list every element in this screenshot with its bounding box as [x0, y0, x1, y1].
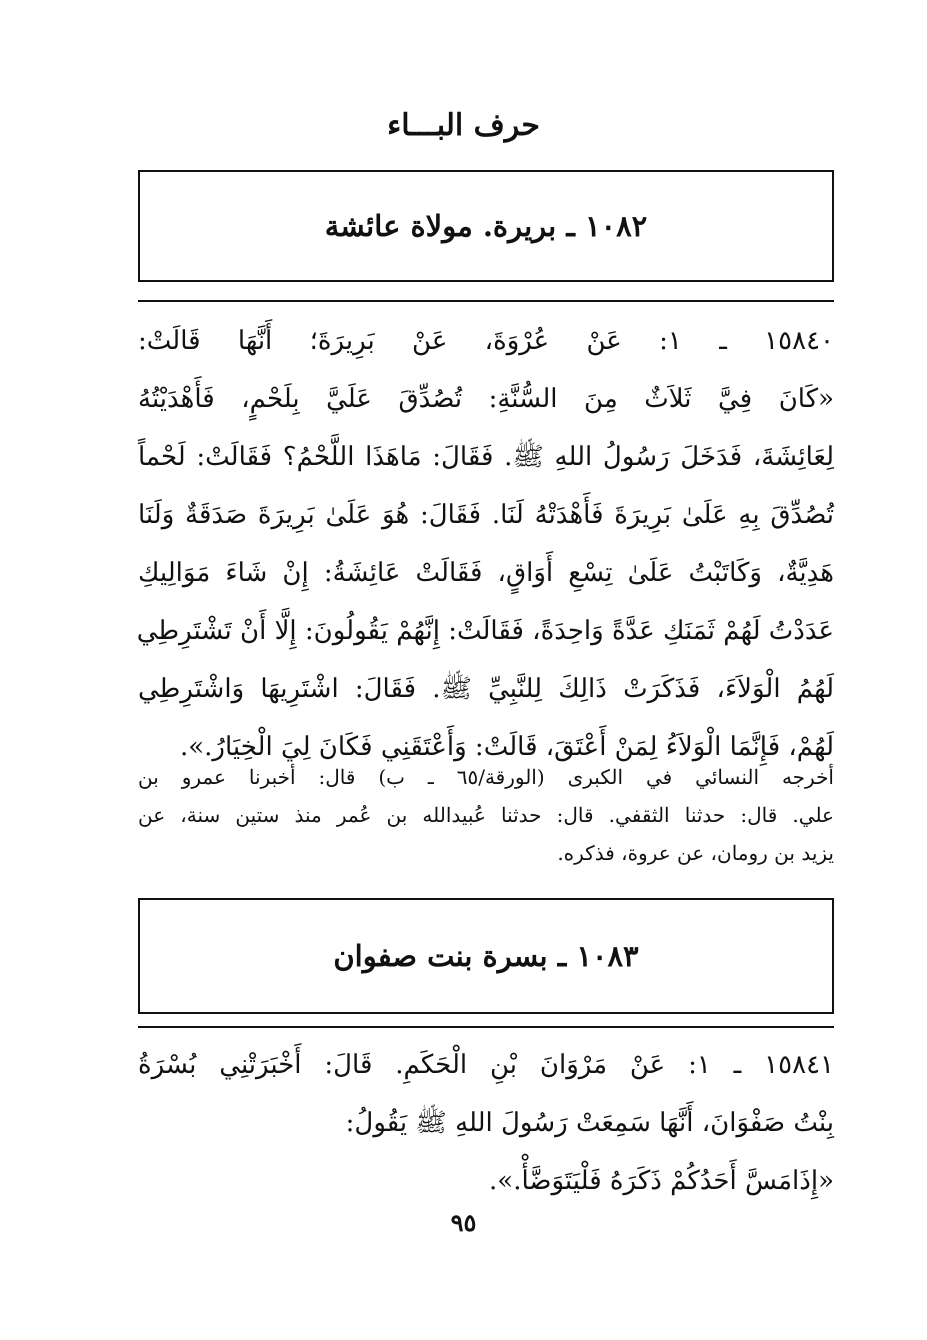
source-line: علي. قال: حدثنا الثقفي. قال: حدثنا عُبيدالله بن عُمر منذ ستين سنة، عن [138, 803, 834, 827]
hadith-line: لِعَائِشَةَ، فَدَخَلَ رَسُولُ اللهِ ﷺ. فَقَالَ: مَاهَذَا اللَّحْمُ؟ فَقَالَتْ: لَحْماً [138, 442, 834, 472]
entry-title-box [138, 898, 834, 1014]
source-line: أخرجه النسائي في الكبرى (الورقة/٦٥ ـ ب) قال: أخبرنا عمرو بن [138, 765, 834, 789]
hadith-line: «إِذَامَسَّ أَحَدُكُمْ ذَكَرَهُ فَلْيَتَوَضَّأْ.». [489, 1166, 834, 1196]
hadith-text [138, 312, 834, 776]
hadith-line: هَدِيَّةٌ، وَكَاتَبْتُ عَلَىٰ تِسْعِ أَوَاقٍ، فَقَالَتْ عَائِشَةُ: إِنْ شَاءَ مَوَالِيكِ [138, 558, 834, 588]
entry-title: ١٠٨٣ ـ بسرة بنت صفوان [333, 939, 639, 973]
divider-line [138, 1026, 834, 1028]
hadith-line: لَهُمُ الْوَلاَءَ، فَذَكَرَتْ ذَالِكَ لِلنَّبِيِّ ﷺ. فَقَالَ: اشْتَرِيهَا وَاشْتَرِطِي [138, 674, 834, 704]
chapter-heading: حرف البـــاء [387, 108, 540, 143]
hadith-line: عَدَدْتُ لَهُمْ ثَمَنَكِ عَدَّةً وَاحِدَةً، فَقَالَتْ: إِنَّهُمْ يَقُولُونَ: إِلَّا أَنْ تَشْتَرِطِي [136, 616, 834, 646]
hadith-line: ١٥٨٤٠ ـ ١: عَنْ عُرْوَةَ، عَنْ بَرِيرَةَ؛ أَنَّهَا قَالَتْ: [138, 326, 834, 356]
page-number: ٩٥ [450, 1208, 477, 1237]
hadith-line: لَهُمْ، فَإِنَّمَا الْوَلاَءُ لِمَنْ أَعْتَقَ، قَالَتْ: وَأَعْتَقَنِي فَكَانَ لِيَ الْخِيَارُ.». [179, 732, 834, 762]
hadith-line: بِنْتُ صَفْوَانَ، أَنَّهَا سَمِعَتْ رَسُولَ اللهِ ﷺ يَقُولُ: [345, 1108, 834, 1138]
hadith-text [138, 1036, 834, 1210]
hadith-line: ١٥٨٤١ ـ ١: عَنْ مَرْوَانَ بْنِ الْحَكَمِ. قَالَ: أَخْبَرَتْنِي بُسْرَةُ [138, 1050, 834, 1080]
source-line: يزيد بن رومان، عن عروة، فذكره. [557, 841, 834, 865]
entry-title-box [138, 170, 834, 282]
hadith-line: تُصُدِّقَ بِهِ عَلَىٰ بَرِيرَةَ فَأَهْدَتْهُ لَنَا. فَقَالَ: هُوَ عَلَىٰ بَرِيرَةَ صَدَقَةٌ وَلَنَا [138, 500, 834, 530]
source-citation [138, 758, 834, 872]
divider-line [138, 300, 834, 302]
entry-title: ١٠٨٢ ـ بريرة. مولاة عائشة [324, 209, 648, 243]
hadith-line: «كَانَ فِيَّ ثَلاَثٌ مِنَ السُّنَّةِ: تُصُدِّقَ عَلَيَّ بِلَحْمٍ، فَأَهْدَيْتُهُ [138, 384, 834, 414]
